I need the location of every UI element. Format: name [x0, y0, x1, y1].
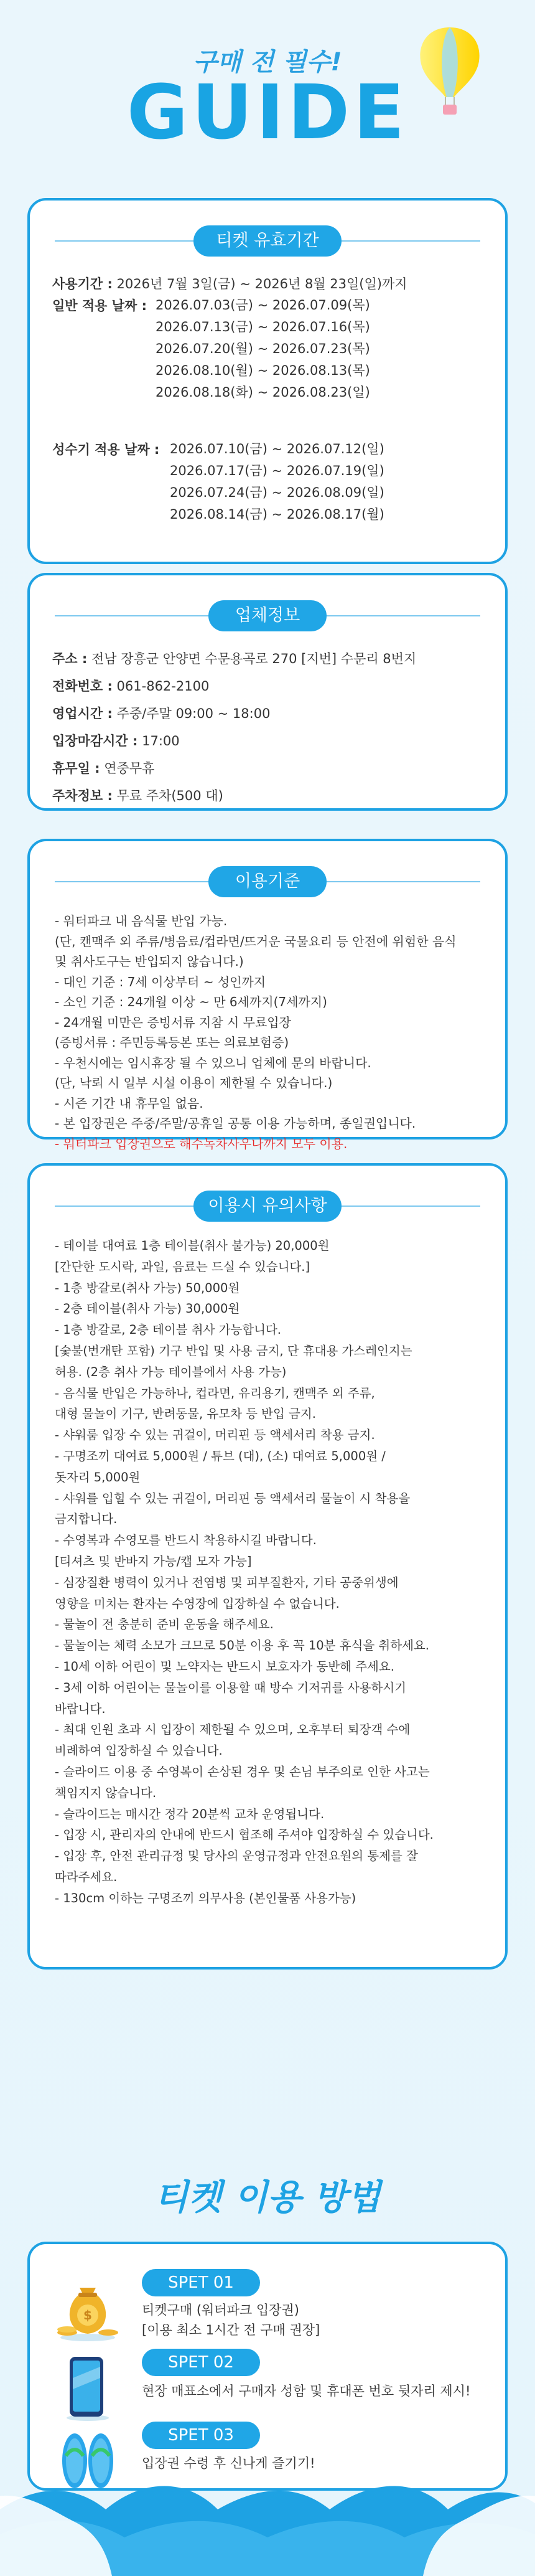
list-item: (증빙서류 : 주민등록등본 또는 의료보험증) [55, 1035, 289, 1050]
list-item: - 대인 기준 : 7세 이상부터 ~ 성인까지 [55, 974, 266, 989]
hot-air-balloon-icon [416, 25, 484, 118]
step-2-label: SPET 02 [142, 2349, 260, 2376]
list-item: - 입장 시, 관리자의 안내에 반드시 협조해 주셔야 입장하실 수 있습니다. [55, 1828, 434, 1842]
peak-date: 2026.08.14(금) ~ 2026.08.17(월) [170, 507, 384, 522]
list-item: - 슬라이드는 매시간 정각 20분씩 교차 운영됩니다. [55, 1806, 325, 1821]
list-item: [티셔츠 및 반바지 가능/캡 모자 가능] [55, 1554, 252, 1569]
closing-row: 입장마감시간 : 17:00 [52, 734, 180, 748]
list-item: - 130cm 이하는 구명조끼 의무사용 (본인물품 사용가능) [55, 1890, 356, 1905]
list-item: - 시즌 기간 내 휴무일 없음. [55, 1095, 203, 1111]
step-1-label: SPET 01 [142, 2269, 260, 2296]
weekday-date: 2026.07.03(금) ~ 2026.07.09(목) [156, 298, 370, 313]
list-item: - 본 입장권은 주중/주말/공휴일 공통 이용 가능하며, 종일권입니다. [55, 1116, 416, 1131]
criteria-heading: 이용기준 [208, 866, 327, 897]
list-item: - 음식물 반입은 가능하나, 컵라면, 유리용기, 캔맥주 외 주류, [55, 1385, 375, 1400]
validity-heading-pill: 티켓 유효기간 [193, 225, 342, 257]
address-row: 주소 : 전남 장흥군 안양면 수문용곡로 270 [지번] 수문리 8번지 [52, 651, 417, 666]
hero [0, 0, 535, 181]
svg-text:$: $ [83, 2308, 92, 2323]
peak-date: 2026.07.17(금) ~ 2026.07.19(일) [170, 463, 384, 478]
list-item: 책임지지 않습니다. [55, 1785, 157, 1800]
list-item: - 슬라이드 이용 중 수영복이 손상된 경우 및 손님 부주의로 인한 사고는 [55, 1764, 430, 1779]
wave-decoration [0, 2416, 535, 2576]
peak-label: 성수기 적용 날짜 : [52, 442, 160, 457]
list-item: 허용. (2층 취사 가능 테이블에서 사용 가능) [55, 1364, 287, 1379]
list-item: 돗자리 5,000원 [55, 1470, 141, 1484]
criteria-list [55, 911, 486, 1154]
usage-period-row [52, 273, 407, 295]
list-item: (단, 캔맥주 외 주류/병음료/컵라면/뜨거운 국물요리 등 안전에 위험한 음식 [55, 933, 457, 949]
peak-date: 2026.07.10(금) ~ 2026.07.12(일) [170, 441, 384, 456]
cautions-list [55, 1235, 486, 1909]
step-3-text: 입장권 수령 후 신나게 즐기기! [142, 2456, 315, 2471]
hours-row: 영업시간 : 주중/주말 09:00 ~ 18:00 [52, 706, 271, 721]
criteria-card [27, 839, 508, 1151]
list-item: 영향을 미치는 환자는 수영장에 입장하실 수 없습니다. [55, 1596, 340, 1611]
list-item: - 입장 후, 안전 관리규정 및 당사의 운영규정과 안전요원의 통제를 잘 [55, 1849, 418, 1864]
company-heading: 업체정보 [208, 600, 327, 631]
list-item: - 테이블 대여료 1층 테이블(취사 불가능) 20,000원 [55, 1238, 330, 1253]
step-3-label: SPET 03 [142, 2422, 260, 2449]
list-item: - 우천시에는 임시휴장 될 수 있으니 업체에 문의 바랍니다. [55, 1055, 371, 1070]
warning-item: - 워터파크 입장권으로 해수녹차사우나까지 모두 이용. [55, 1136, 348, 1151]
list-item: - 워터파크 내 음식물 반입 가능. [55, 913, 228, 928]
hero-title: GUIDE [126, 70, 409, 156]
weekday-date: 2026.08.10(월) ~ 2026.08.13(목) [156, 363, 370, 378]
cautions-heading: 이용시 유의사항 [193, 1191, 342, 1222]
cautions-card [27, 1163, 508, 1970]
weekday-date: 2026.07.13(금) ~ 2026.07.16(목) [156, 319, 370, 334]
list-item: - 물놀이 전 충분히 준비 운동을 해주세요. [55, 1617, 274, 1632]
holiday-row: 휴무일 : 연중무휴 [52, 761, 155, 776]
list-item: - 구명조끼 대여료 5,000원 / 튜브 (대), (소) 대여료 5,000원 / [55, 1448, 386, 1463]
usage-period-value: 2026년 7월 3일(금) ~ 2026년 8월 23일(일)까지 [116, 276, 407, 291]
list-item: [숯불(번개탄 포함) 기구 반입 및 사용 금지, 단 휴대용 가스레인지는 [55, 1343, 412, 1358]
list-item: 및 취사도구는 반입되지 않습니다.) [55, 954, 244, 969]
list-item: 금지합니다. [55, 1512, 118, 1527]
peak-dates [170, 438, 384, 526]
list-item: - 샤워룸 입장 수 있는 귀걸이, 머리핀 등 액세서리 착용 금지. [55, 1428, 375, 1443]
list-item: 따라주세요. [55, 1869, 118, 1884]
step-1-text: 티켓구매 (워터파크 입장권) [이용 최소 1시간 전 구매 권장] [142, 2303, 320, 2338]
list-item: - 24개월 미만은 증빙서류 지참 시 무료입장 [55, 1014, 291, 1030]
list-item: - 수영복과 수영모를 반드시 착용하시길 바랍니다. [55, 1533, 317, 1548]
list-item: 비례하여 입장하실 수 있습니다. [55, 1743, 223, 1758]
smartphone-icon [54, 2353, 122, 2422]
company-rows [52, 645, 416, 809]
usage-period-label: 사용기간 : [52, 276, 113, 291]
list-item: - 심장질환 병력이 있거나 전염병 및 피부질환자, 기타 공중위생에 [55, 1575, 399, 1590]
company-card [27, 573, 508, 811]
list-item: 대형 물놀이 기구, 반려동물, 유모차 등 반입 금지. [55, 1407, 316, 1422]
weekday-date: 2026.07.20(월) ~ 2026.07.23(목) [156, 341, 370, 356]
weekday-label: 일반 적용 날짜 : [52, 298, 147, 313]
list-item: (단, 낙뢰 시 일부 시설 이용이 제한될 수 있습니다.) [55, 1075, 333, 1090]
list-item: - 2층 테이블(취사 가능) 30,000원 [55, 1301, 240, 1316]
weekday-dates [156, 295, 370, 403]
money-bag-icon [54, 2274, 122, 2342]
list-item: [간단한 도시락, 과일, 음료는 드실 수 있습니다.] [55, 1259, 310, 1274]
list-item: - 10세 이하 어린이 및 노약자는 반드시 보호자가 동반해 주세요. [55, 1659, 394, 1674]
list-item: - 샤워를 입힐 수 있는 귀걸이, 머리핀 등 액세서리 물놀이 시 착용을 [55, 1491, 411, 1506]
weekday-date: 2026.08.18(화) ~ 2026.08.23(일) [156, 385, 370, 400]
step-2-text: 현장 매표소에서 구매자 성함 및 휴대폰 번호 뒷자리 제시! [142, 2384, 471, 2399]
list-item: 바랍니다. [55, 1701, 106, 1716]
peak-date: 2026.07.24(금) ~ 2026.08.09(일) [170, 485, 384, 500]
list-item: - 최대 인원 초과 시 입장이 제한될 수 있으며, 오후부터 퇴장객 수에 [55, 1722, 411, 1737]
list-item: - 소인 기준 : 24개월 이상 ~ 만 6세까지(7세까지) [55, 994, 327, 1009]
list-item: - 물놀이는 체력 소모가 크므로 50분 이용 후 꼭 10분 휴식을 취하세요. [55, 1638, 429, 1653]
phone-row: 전화번호 : 061-862-2100 [52, 679, 210, 694]
validity-card [27, 198, 508, 564]
list-item: - 1층 방갈로(취사 가능) 50,000원 [55, 1280, 240, 1295]
list-item: - 3세 이하 어린이는 물놀이를 이용할 때 방수 기저귀를 사용하시기 [55, 1680, 406, 1695]
how-to-use-title: 티켓 이용 방법 [154, 2177, 381, 2218]
parking-row: 주차정보 : 무료 주차(500 대) [52, 788, 223, 803]
list-item: - 1층 방갈로, 2층 테이블 취사 가능합니다. [55, 1323, 281, 1338]
hero-subtitle: 구매 전 필수! [193, 48, 342, 77]
